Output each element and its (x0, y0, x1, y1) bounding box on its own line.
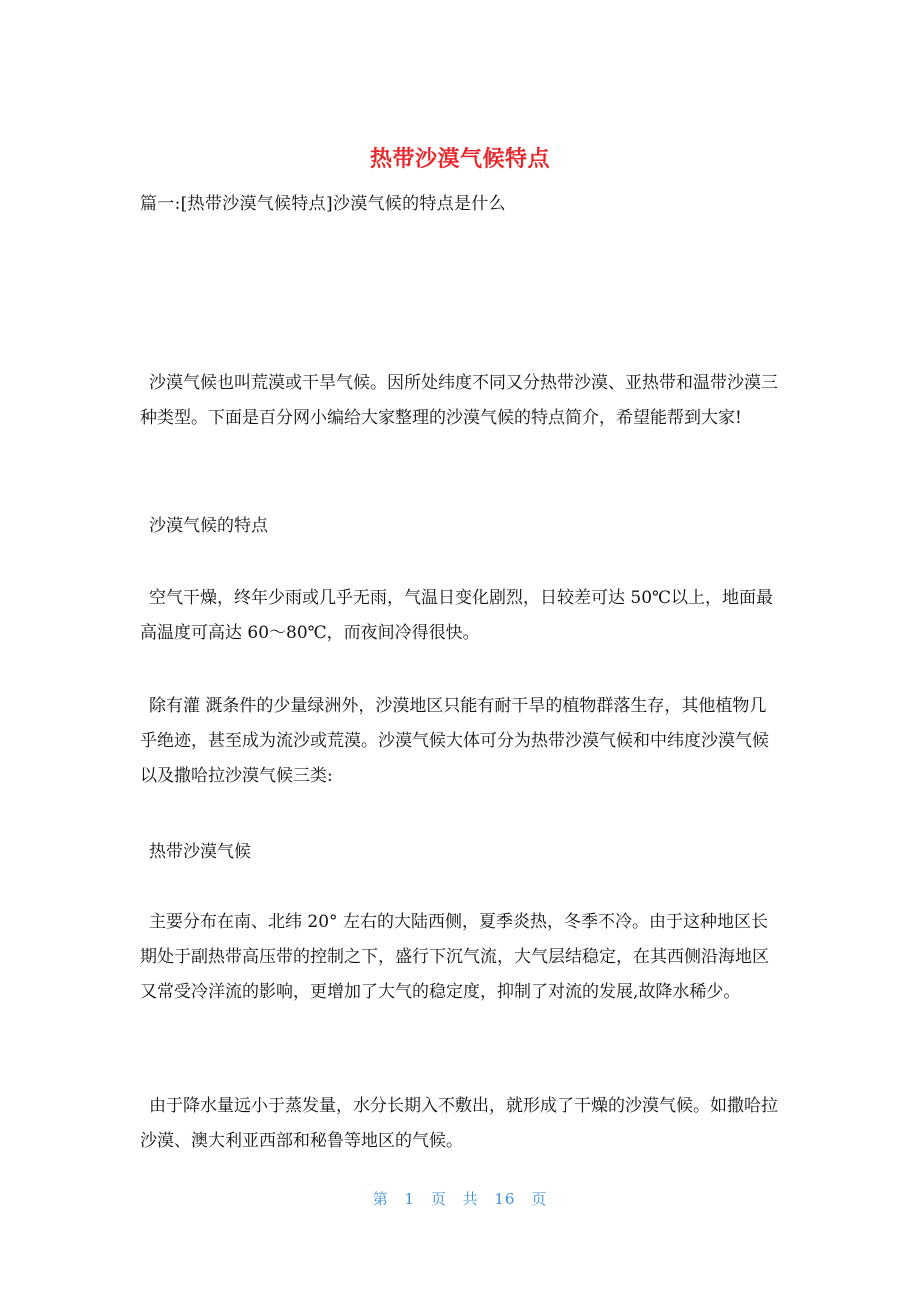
paragraph-evaporation (140, 1089, 780, 1159)
paragraph-text: 除有灌 溉条件的少量绿洲外，沙漠地区只能有耐干旱的植物群落生存，其他植物几乎绝迹，甚至成为流沙或荒漠。沙漠气候大体可分为热带沙漠气候和中纬度沙漠气候以及撒哈拉沙漠气候三类: (140, 696, 769, 786)
paragraph-text: 主要分布在南、北纬 20° 左右的大陆西侧，夏季炎热，冬季不冷。由于这种地区长期处于副热带高压带的控制之下，盛行下沉气流，大气层结稳定，在其西侧沿海地区又常受冷洋流的影响，更增加了大气的稳定度，抑制了对流的发展,故降水稀少。 (140, 912, 769, 1002)
paragraph-text: 空气干燥，终年少雨或几乎无雨，气温日变化剧烈，日较差可达 50℃以上，地面最高温度可高达 60～80℃，而夜间冷得很快。 (140, 588, 774, 643)
document-subtitle: 篇一:[热带沙漠气候特点]沙漠气候的特点是什么 (140, 194, 506, 214)
page-footer: 第 1 页 共 16 页 (372, 1190, 548, 1208)
section-heading-features (140, 509, 780, 544)
section-heading-tropical (140, 835, 780, 870)
paragraph-text: 由于降水量远小于蒸发量，水分长期入不敷出，就形成了干燥的沙漠气候。如撒哈拉沙漠、澳大利亚西部和秘鲁等地区的气候。 (140, 1096, 778, 1151)
paragraph-text: 沙漠气候也叫荒漠或干旱气候。因所处纬度不同又分热带沙漠、亚热带和温带沙漠三种类型。下面是百分网小编给大家整理的沙漠气候的特点简介，希望能帮到大家! (140, 373, 778, 428)
document-title: 热带沙漠气候特点 (369, 147, 550, 172)
paragraph-air (140, 581, 780, 651)
heading-text: 热带沙漠气候 (149, 842, 251, 862)
heading-text: 沙漠气候的特点 (149, 516, 268, 536)
paragraph-distribution (140, 905, 780, 1010)
paragraph-intro (140, 366, 780, 436)
paragraph-vegetation (140, 689, 780, 794)
